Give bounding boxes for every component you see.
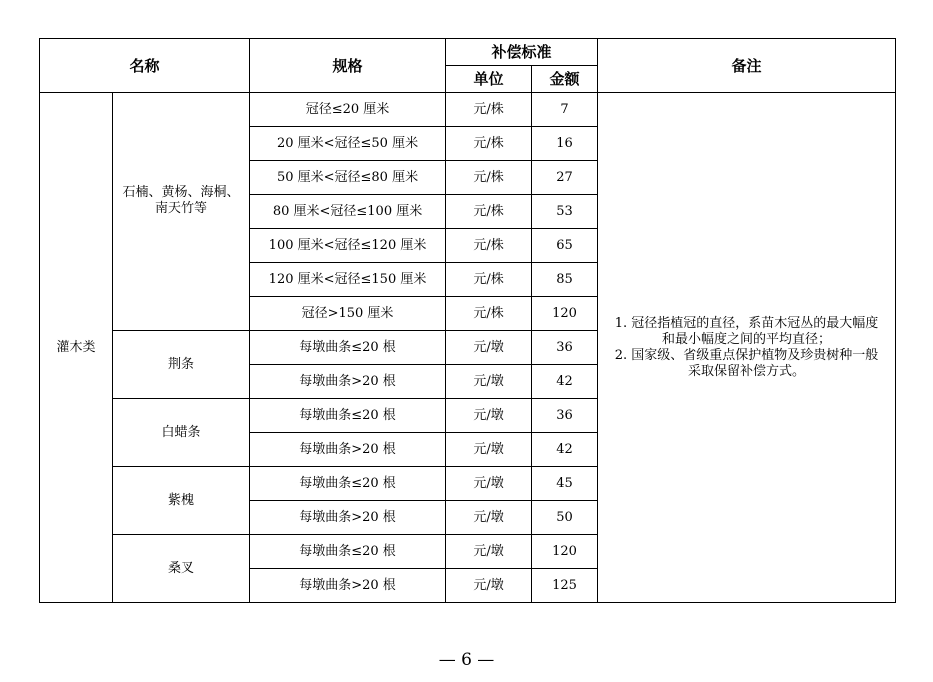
unit-cell: 元/墩	[446, 569, 532, 603]
spec-cell: 每墩曲条≤20 根	[250, 399, 446, 433]
species-cell	[113, 467, 250, 535]
unit-cell: 元/株	[446, 195, 532, 229]
amount-cell: 85	[532, 263, 598, 297]
amount-cell: 53	[532, 195, 598, 229]
remark-line: 采取保留补偿方式。	[688, 363, 806, 379]
amount-cell: 50	[532, 501, 598, 535]
unit-cell: 元/株	[446, 263, 532, 297]
amount-cell: 45	[532, 467, 598, 501]
amount-cell: 125	[532, 569, 598, 603]
amount-cell: 36	[532, 399, 598, 433]
header-remarks: 备注	[598, 39, 896, 93]
header-standard: 补偿标准	[446, 39, 598, 66]
spec-cell: 20 厘米<冠径≤50 厘米	[250, 127, 446, 161]
spec-cell: 每墩曲条>20 根	[250, 569, 446, 603]
unit-cell: 元/墩	[446, 365, 532, 399]
unit-cell: 元/墩	[446, 467, 532, 501]
species-name-line: 紫槐	[168, 492, 195, 508]
unit-cell: 元/株	[446, 161, 532, 195]
unit-cell: 元/株	[446, 297, 532, 331]
unit-cell: 元/墩	[446, 331, 532, 365]
unit-cell: 元/墩	[446, 535, 532, 569]
spec-cell: 每墩曲条>20 根	[250, 433, 446, 467]
remark-line: 1. 冠径指植冠的直径，系苗木冠丛的最大幅度	[614, 315, 879, 331]
amount-cell: 120	[532, 297, 598, 331]
compensation-table	[39, 38, 896, 603]
spec-cell: 每墩曲条>20 根	[250, 365, 446, 399]
species-cell	[113, 331, 250, 399]
table-body	[40, 93, 896, 603]
category-cell: 灌木类	[40, 93, 113, 603]
header-name: 名称	[40, 39, 250, 93]
spec-cell: 120 厘米<冠径≤150 厘米	[250, 263, 446, 297]
species-name-line: 白蜡条	[161, 424, 201, 440]
page-number: — 6 —	[438, 650, 495, 670]
amount-cell: 42	[532, 365, 598, 399]
remarks-cell	[598, 93, 896, 603]
species-name-line: 桑叉	[168, 560, 195, 576]
species-name-line: 石楠、黄杨、海桐、	[122, 185, 240, 200]
unit-cell: 元/墩	[446, 399, 532, 433]
spec-cell: 100 厘米<冠径≤120 厘米	[250, 229, 446, 263]
amount-cell: 16	[532, 127, 598, 161]
spec-cell: 每墩曲条≤20 根	[250, 467, 446, 501]
unit-cell: 元/株	[446, 127, 532, 161]
amount-cell: 7	[532, 93, 598, 127]
amount-cell: 120	[532, 535, 598, 569]
spec-cell: 50 厘米<冠径≤80 厘米	[250, 161, 446, 195]
header-amount: 金额	[532, 66, 598, 93]
amount-cell: 36	[532, 331, 598, 365]
spec-cell: 冠径>150 厘米	[250, 297, 446, 331]
table-row	[40, 93, 896, 127]
remark-line: 2. 国家级、省级重点保护植物及珍贵树种一般	[614, 347, 879, 363]
header-spec: 规格	[250, 39, 446, 93]
remark-line: 和最小幅度之间的平均直径；	[662, 331, 832, 347]
unit-cell: 元/墩	[446, 501, 532, 535]
unit-cell: 元/墩	[446, 433, 532, 467]
amount-cell: 42	[532, 433, 598, 467]
species-cell	[113, 93, 250, 331]
amount-cell: 65	[532, 229, 598, 263]
species-cell	[113, 399, 250, 467]
unit-cell: 元/株	[446, 93, 532, 127]
species-cell	[113, 535, 250, 603]
spec-cell: 每墩曲条≤20 根	[250, 331, 446, 365]
species-name-line: 南天竹等	[155, 201, 208, 216]
species-name-line: 荆条	[168, 356, 195, 372]
spec-cell: 每墩曲条≤20 根	[250, 535, 446, 569]
amount-cell: 27	[532, 161, 598, 195]
spec-cell: 冠径≤20 厘米	[250, 93, 446, 127]
header-unit: 单位	[446, 66, 532, 93]
unit-cell: 元/株	[446, 229, 532, 263]
spec-cell: 80 厘米<冠径≤100 厘米	[250, 195, 446, 229]
spec-cell: 每墩曲条>20 根	[250, 501, 446, 535]
